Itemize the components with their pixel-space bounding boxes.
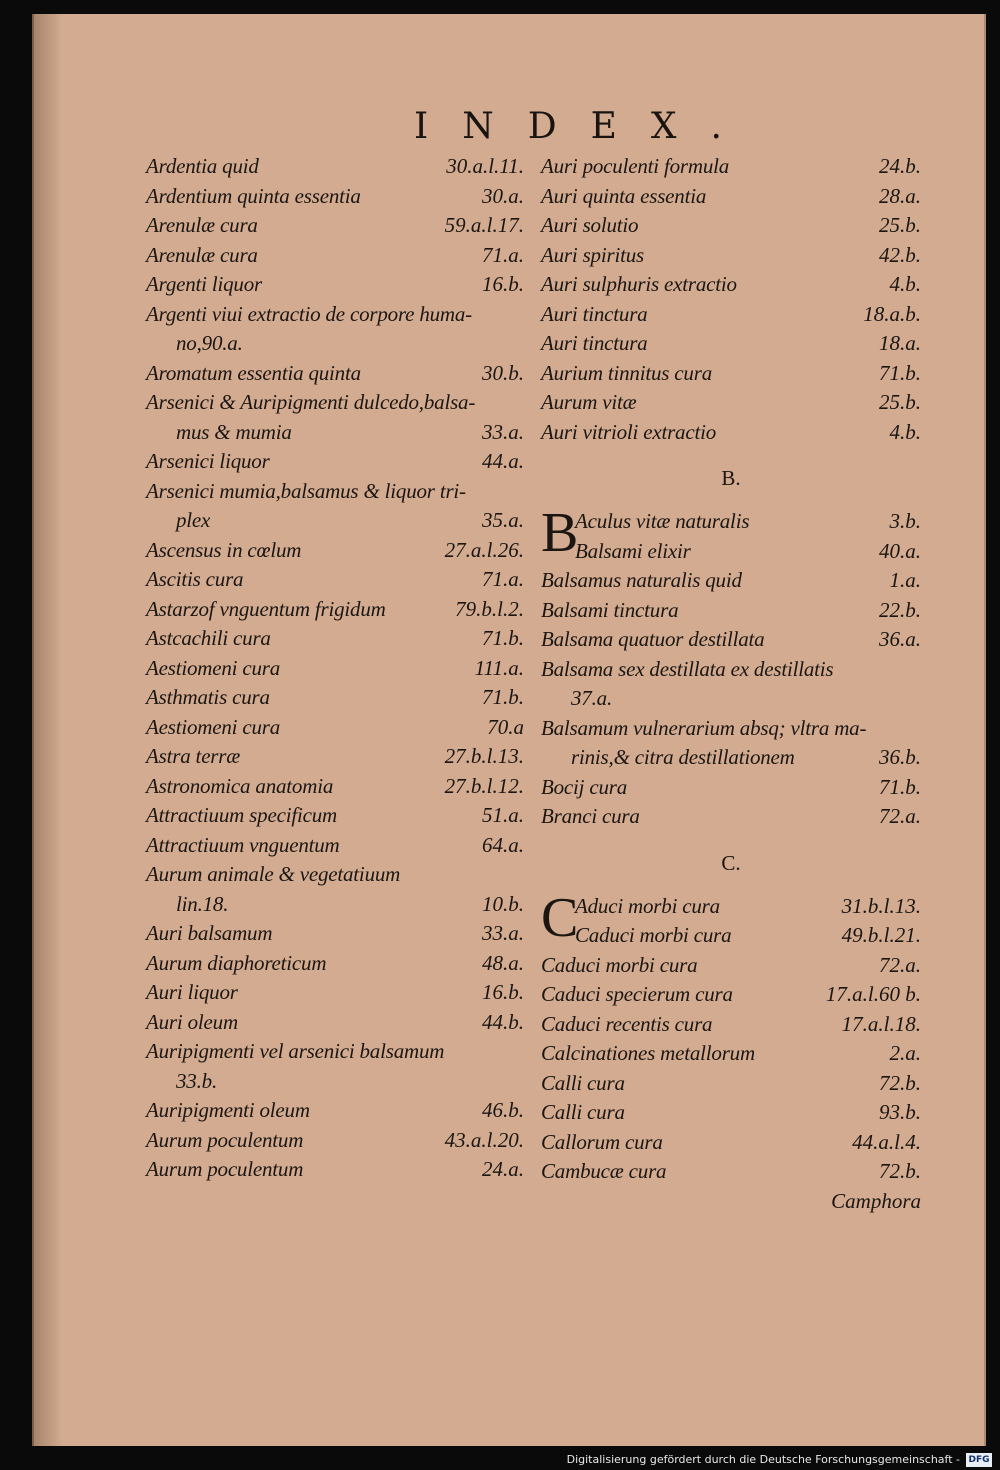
entry-page-ref: 28.a. [879, 183, 921, 208]
index-entry-continuation [146, 1067, 524, 1097]
entry-page-ref: 49.b.l.21. [841, 923, 921, 947]
entry-continuation-text: rinis,& citra destillationem [571, 745, 795, 769]
entry-continuation-text: mus & mumia [176, 419, 292, 444]
entry-term: Arenulæ cura [146, 213, 258, 237]
section-c-block [541, 886, 921, 1187]
entry-page-ref: 59.a.l.17. [444, 213, 524, 237]
index-entry [541, 802, 921, 832]
index-entry [541, 182, 921, 212]
book-page [32, 14, 986, 1446]
footer-bar [0, 1446, 1000, 1470]
entry-term: Asthmatis cura [146, 685, 270, 709]
entry-page-ref: 4.b. [889, 272, 921, 296]
entry-page-ref: 71.b. [879, 360, 921, 385]
entry-page-ref: 25.b. [879, 390, 921, 414]
section-letter-c: C. [721, 850, 741, 875]
entry-page-ref: 72.b. [879, 1070, 921, 1095]
entry-term: Aurum poculentum [146, 1127, 304, 1152]
index-entry [541, 329, 921, 359]
entry-page-ref: 48.a. [482, 950, 524, 975]
index-entry [146, 624, 524, 654]
entry-continuation-text: plex [176, 508, 211, 532]
index-entry [146, 772, 524, 802]
entry-page-ref: 72.a. [879, 804, 921, 828]
entry-page-ref: 111.a. [474, 655, 524, 680]
entry-page-ref: 44.a.l.4. [852, 1129, 921, 1154]
index-entry [541, 1157, 921, 1187]
a-continuation-list [541, 152, 921, 447]
entry-term: Argenti liquor [146, 272, 263, 296]
entry-term: Auri tinctura [541, 331, 648, 355]
entry-page-ref: 30.a. [482, 183, 524, 208]
entry-page-ref: 42.b. [879, 242, 921, 267]
catchword: Camphora [831, 1188, 921, 1213]
entry-page-ref: 33.a. [482, 419, 524, 444]
index-entry [541, 951, 921, 981]
page-gutter-shadow [34, 14, 62, 1446]
index-entry [146, 565, 524, 595]
index-entry [146, 536, 524, 566]
entry-page-ref: 36.b. [879, 745, 921, 769]
entry-page-ref: 16.b. [482, 272, 524, 296]
index-entry [541, 388, 921, 418]
entry-term: Balsami elixir [575, 538, 691, 563]
index-entry [146, 919, 524, 949]
index-entry [541, 1098, 921, 1128]
index-entry [541, 1039, 921, 1069]
entry-continuation-text: lin.18. [176, 891, 229, 916]
entry-term: Auri quinta essentia [541, 183, 707, 208]
entry-term: Caduci morbi cura [541, 952, 698, 977]
index-entry-continuation [146, 506, 524, 536]
entry-term: Balsamus naturalis quid [541, 568, 742, 592]
index-entry-continuation [541, 743, 921, 773]
entry-term: Astronomica anatomia [146, 773, 334, 798]
index-entry [146, 1155, 524, 1185]
index-entry [146, 801, 524, 831]
index-entry [146, 860, 524, 890]
entry-page-ref: 22.b. [879, 597, 921, 622]
index-entry [146, 595, 524, 625]
index-entry [146, 270, 524, 300]
index-entry [146, 477, 524, 507]
entry-page-ref: 2.a. [889, 1041, 921, 1065]
entry-page-ref: 71.a. [482, 567, 524, 591]
index-entry [146, 388, 524, 418]
entry-page-ref: 33.a. [482, 921, 524, 945]
entry-page-ref: 27.b.l.13. [444, 744, 524, 768]
index-entry-continuation [541, 684, 921, 714]
index-entry [146, 152, 524, 182]
entry-page-ref: 16.b. [482, 980, 524, 1004]
entry-page-ref: 35.a. [482, 508, 524, 532]
section-letter-b: B. [721, 466, 741, 490]
entry-page-ref: 70.a [487, 714, 524, 739]
entry-term: Callorum cura [541, 1129, 663, 1154]
index-entry [541, 418, 921, 448]
entry-term: Balsama sex destillata ex destillatis [541, 656, 834, 681]
index-entry [146, 1126, 524, 1156]
entry-page-ref: 72.b. [879, 1159, 921, 1183]
entry-page-ref: 24.b. [879, 154, 921, 178]
index-entry [541, 921, 921, 951]
entry-term: Aurium tinnitus cura [541, 360, 713, 385]
entry-term: Balsama quatuor destillata [541, 627, 765, 651]
entry-page-ref: 44.b. [482, 1009, 524, 1034]
entry-term: Auri vitrioli extractio [541, 419, 717, 444]
entry-term: Ardentium quinta essentia [146, 183, 361, 208]
entry-term: Astra terræ [146, 744, 241, 768]
index-entry [146, 742, 524, 772]
index-entry [541, 714, 921, 744]
entry-page-ref: 51.a. [482, 803, 524, 827]
index-entry [146, 211, 524, 241]
index-entry [146, 241, 524, 271]
entry-term: Auri sulphuris extractio [541, 272, 737, 296]
entry-term: Aromatum essentia quinta [146, 360, 361, 385]
entry-term: Calcinationes metallorum [541, 1041, 755, 1065]
entry-page-ref: 30.a.l.11. [446, 154, 524, 178]
entry-term: Arenulæ cura [146, 242, 258, 267]
entry-continuation-text: no,90.a. [176, 331, 243, 355]
index-entry [146, 447, 524, 477]
index-entry [146, 978, 524, 1008]
left-index-column [146, 152, 524, 1185]
index-entry [146, 683, 524, 713]
entry-term: Balsami tinctura [541, 597, 679, 622]
entry-page-ref: 24.a. [482, 1157, 524, 1181]
index-entry [146, 654, 524, 684]
entry-term: Cambucæ cura [541, 1159, 667, 1183]
index-entry [146, 1008, 524, 1038]
entry-term: Aduci morbi cura [575, 893, 720, 918]
entry-page-ref: 18.a.b. [863, 301, 921, 326]
entry-term: Calli cura [541, 1100, 625, 1124]
entry-continuation-text: 33.b. [176, 1068, 218, 1093]
entry-term: Calli cura [541, 1070, 625, 1095]
index-entry [146, 359, 524, 389]
entry-term: Caduci specierum cura [541, 982, 733, 1006]
entry-term: Ascensus in cœlum [146, 537, 302, 562]
entry-page-ref: 17.a.l.18. [841, 1011, 921, 1036]
index-entry [541, 773, 921, 803]
entry-term: Arsenici liquor [146, 449, 270, 473]
entry-term: Ascitis cura [146, 567, 244, 591]
entry-term: Balsamum vulnerarium absq; vltra ma- [541, 715, 867, 740]
entry-page-ref: 1.a. [889, 568, 921, 592]
index-entry [541, 1069, 921, 1099]
entry-term: Attractiuum vnguentum [146, 832, 340, 857]
entry-term: Aurum animale & vegetatiuum [146, 862, 401, 886]
entry-term: Arsenici & Auripigmenti dulcedo,balsa- [146, 390, 476, 414]
index-entry [146, 831, 524, 861]
entry-page-ref: 27.b.l.12. [444, 773, 524, 798]
entry-term: Auri spiritus [541, 242, 645, 267]
entry-page-ref: 72.a. [879, 952, 921, 977]
entry-term: Argenti viui extractio de corpore huma- [146, 301, 472, 326]
entry-term: Aestiomeni cura [146, 714, 281, 739]
index-entry [146, 949, 524, 979]
entry-page-ref: 40.a. [879, 538, 921, 563]
entry-page-ref: 71.b. [482, 626, 524, 650]
entry-page-ref: 64.a. [482, 832, 524, 857]
dropcap-c: C [541, 886, 579, 949]
index-entry [146, 1037, 524, 1067]
entry-page-ref: 36.a. [879, 627, 921, 651]
entry-term: Ardentia quid [146, 154, 259, 178]
entry-page-ref: 4.b. [889, 419, 921, 444]
index-entry [146, 182, 524, 212]
entry-term: Aurum diaphoreticum [146, 950, 327, 975]
index-entry [541, 625, 921, 655]
entry-page-ref: 71.b. [879, 774, 921, 799]
entry-term: Aculus vitæ naturalis [575, 509, 750, 533]
entry-page-ref: 30.b. [482, 360, 524, 385]
entry-page-ref: 17.a.l.60 b. [825, 982, 921, 1006]
right-index-column [541, 152, 921, 1216]
index-entry [541, 152, 921, 182]
entry-term: Caduci morbi cura [575, 923, 732, 947]
index-entry [146, 1096, 524, 1126]
entry-term: Bocij cura [541, 774, 628, 799]
entry-term: Attractiuum specificum [146, 803, 337, 827]
index-entry [541, 300, 921, 330]
entry-term: Aurum vitæ [541, 390, 637, 414]
index-entry-continuation [146, 329, 524, 359]
entry-term: Auripigmenti oleum [146, 1098, 310, 1122]
entry-term: Aurum poculentum [146, 1157, 304, 1181]
entry-page-ref: 71.a. [482, 242, 524, 267]
index-entry [541, 507, 921, 537]
entry-term: Auripigmenti vel arsenici balsamum [146, 1039, 445, 1063]
entry-page-ref: 44.a. [482, 449, 524, 473]
entry-term: Caduci recentis cura [541, 1011, 713, 1036]
index-entry [541, 596, 921, 626]
entry-term: Auri liquor [146, 980, 238, 1004]
entry-continuation-text: 37.a. [571, 686, 613, 710]
index-entry [541, 1128, 921, 1158]
page-heading: INDEX. [414, 106, 756, 147]
index-entry [541, 270, 921, 300]
entry-term: Astcachili cura [146, 626, 271, 650]
index-entry [541, 566, 921, 596]
entry-page-ref: 93.b. [879, 1100, 921, 1124]
index-entry [541, 892, 921, 922]
entry-page-ref: 43.a.l.20. [444, 1127, 524, 1152]
entry-page-ref: 46.b. [482, 1098, 524, 1122]
index-entry [541, 1010, 921, 1040]
c-entry-list [541, 886, 921, 1187]
b-entry-list [541, 502, 921, 832]
dfg-logo: DFG [966, 1453, 992, 1467]
index-entry [541, 211, 921, 241]
entry-term: Auri balsamum [146, 921, 273, 945]
entry-page-ref: 79.b.l.2. [455, 596, 524, 621]
entry-term: Branci cura [541, 804, 640, 828]
index-entry [541, 359, 921, 389]
entry-page-ref: 3.b. [889, 509, 921, 533]
index-entry [541, 980, 921, 1010]
index-entry [541, 655, 921, 685]
section-b-block [541, 502, 921, 832]
entry-page-ref: 71.b. [482, 685, 524, 709]
entry-term: Auri oleum [146, 1009, 238, 1034]
dropcap-b: B [541, 502, 579, 564]
entry-page-ref: 18.a. [879, 331, 921, 355]
footer-credit: Digitalisierung gefördert durch die Deutsche Forschungsgemeinschaft - [566, 1453, 960, 1466]
index-entry [541, 537, 921, 567]
index-entry [146, 713, 524, 743]
index-entry-continuation [146, 418, 524, 448]
index-entry [146, 300, 524, 330]
entry-page-ref: 27.a.l.26. [444, 537, 524, 562]
entry-term: Auri poculenti formula [541, 154, 730, 178]
index-entry [541, 241, 921, 271]
entry-page-ref: 10.b. [482, 891, 524, 916]
entry-term: Aestiomeni cura [146, 655, 281, 680]
entry-page-ref: 31.b.l.13. [841, 893, 921, 918]
entry-term: Arsenici mumia,balsamus & liquor tri- [146, 478, 466, 503]
index-entry-continuation [146, 890, 524, 920]
entry-page-ref: 25.b. [879, 213, 921, 237]
entry-term: Auri tinctura [541, 301, 648, 326]
entry-term: Astarzof vnguentum frigidum [146, 596, 386, 621]
entry-term: Auri solutio [541, 213, 639, 237]
